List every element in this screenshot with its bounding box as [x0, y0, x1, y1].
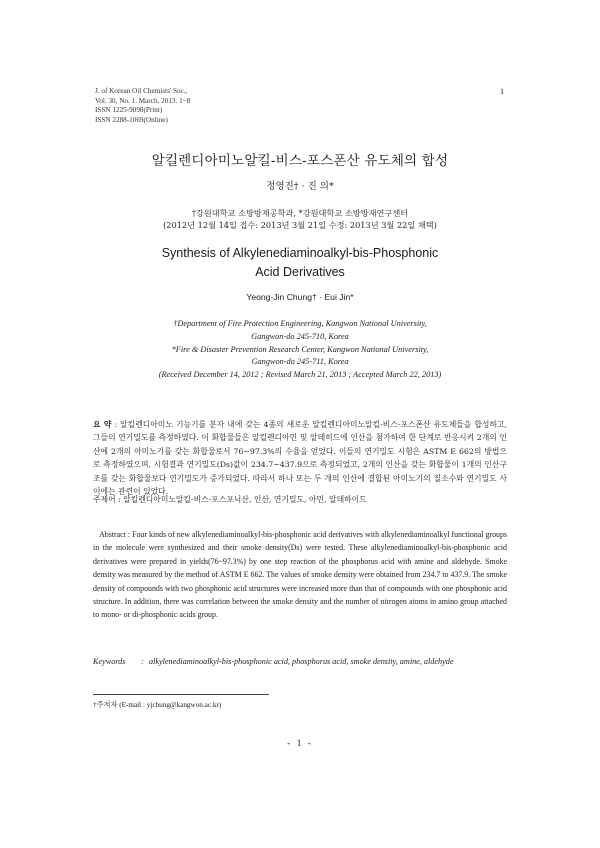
keywords-text: alkylenediaminoalkyl-bis-phosphonic acid, phosphorus acid, smoke density, amine, aldehyde [149, 657, 454, 666]
english-abstract-text: : Four kinds of new alkylenediaminoalkyl-bis-phosphonic acid derivatives with alkylenediaminoalkyl functional groups in the molecule were synthesized and their smoke density(Ds) were tested. These alkylenediaminoalkyl-bis-phosphonic acid derivatives were prepared in yields(76~97.3%) by one step reaction of the phosphorus acid with amine and aldehyde. Smoke density was measured by the method of ASTM E 662. The values of smoke density were obtained from 234.7 to 437.9. The smoke density of compounds with two phosphonic acid structures were increased more than that of compounds with one phosphonic acid structure. In addition, there was correlation between the smoke density and the number of nitrogen atoms in amino group attached to mono- or di-phosphonic acids group. [93, 530, 507, 620]
header-page-number: 1 [500, 87, 504, 96]
korean-title: 알킬렌디아미노알킬-비스-포스폰산 유도체의 합성 [151, 153, 449, 169]
korean-abstract-text: : 알킬렌디아미노 기능기를 분자 내에 갖는 4종의 새로운 알킬렌디아미노알킬-비스-포스폰산 유도체들을 합성하고, 그들의 연기밀도를 측정하였다. 이 화합물들은 알킬렌디아민 및 알데히드에 인산을 첨가하여 한 단계로 반응시켜 2개의 인산에 2개의 아미노기를 갖는 화합물로서 76~97.3%의 수율을 얻었다. 이들의 연기밀도 시험은 ASTM E 662의 방법으로 측정하였으며, 시험결과 연기밀도(Ds)값이 234.7~437.9으로 측정되었고, 2개의 인산을 갖는 화합물이 1개의 인산구조를 갖는 화합물보다 연기밀도가 증가되었다. 따라서 하나 또는 두 개의 인산에 결합된 아미노기의 질소수와 연기밀도 사이에는 관련이 있었다. [93, 420, 507, 497]
korean-affiliation: †강원대학교 소방방재공학과, *강원대학교 소방방재연구센터 [191, 208, 409, 218]
affiliation-line: Gangwon-do 245-711, Korea [251, 357, 349, 367]
journal-info [95, 87, 190, 125]
journal-line: ISSN 2288-1069(Online) [95, 115, 168, 124]
english-abstract [93, 528, 507, 622]
english-abstract-label: Abstract [99, 530, 126, 539]
affiliation-line: *Fire & Disaster Prevention Research Center, Kangwon National University, [171, 344, 429, 354]
korean-authors: 정영진† · 진 의* [266, 181, 334, 192]
footnote-rule [93, 694, 269, 695]
english-affiliations [0, 318, 600, 382]
footnote: †주저자 (E-mail : yjchung@kangwon.ac.kr) [93, 701, 222, 709]
korean-dates: (2012년 12월 14일 접수: 2013년 3월 21일 수정: 2013년 3월 22일 채택) [163, 220, 437, 230]
footer-page-number: - 1 - [287, 739, 313, 749]
affiliation-line: †Department of Fire Protection Engineering, Kangwon National University, [173, 319, 427, 328]
received-dates: (Received December 14, 2012 ; Revised March 21, 2013 ; Accepted March 22, 2013) [158, 370, 442, 380]
affiliation-line: Gangwon-do 245-710, Korea [251, 331, 349, 341]
korean-abstract-label: 요 약 [93, 420, 112, 429]
english-authors: Yeong-Jin Chung† · Eui Jin* [246, 292, 354, 302]
english-title-line1: Synthesis of Alkylenediaminoalkyl-bis-Phosphonic [161, 246, 439, 260]
korean-abstract [93, 418, 507, 498]
korean-affiliation-block [0, 207, 600, 231]
journal-line: J. of Korean Oil Chemists' Soc., [95, 87, 188, 95]
journal-line: ISSN 1225-9098(Print) [95, 106, 163, 115]
english-keywords: Keywords : alkylenediaminoalkyl-bis-phosphonic acid, phosphorus acid, smoke density, amine, aldehyde [93, 656, 507, 669]
keywords-label: Keywords [93, 657, 126, 666]
english-title-line2: Acid Derivatives [255, 265, 345, 279]
english-title [0, 244, 600, 282]
korean-keywords: 주제어 : 알킬렌디아미노알킬-비스-포스포닉산, 인산, 연기밀도, 아민, 알데하이드 [93, 495, 367, 504]
journal-line: Vol. 30, No. 1. March, 2013. 1~8 [95, 96, 191, 105]
